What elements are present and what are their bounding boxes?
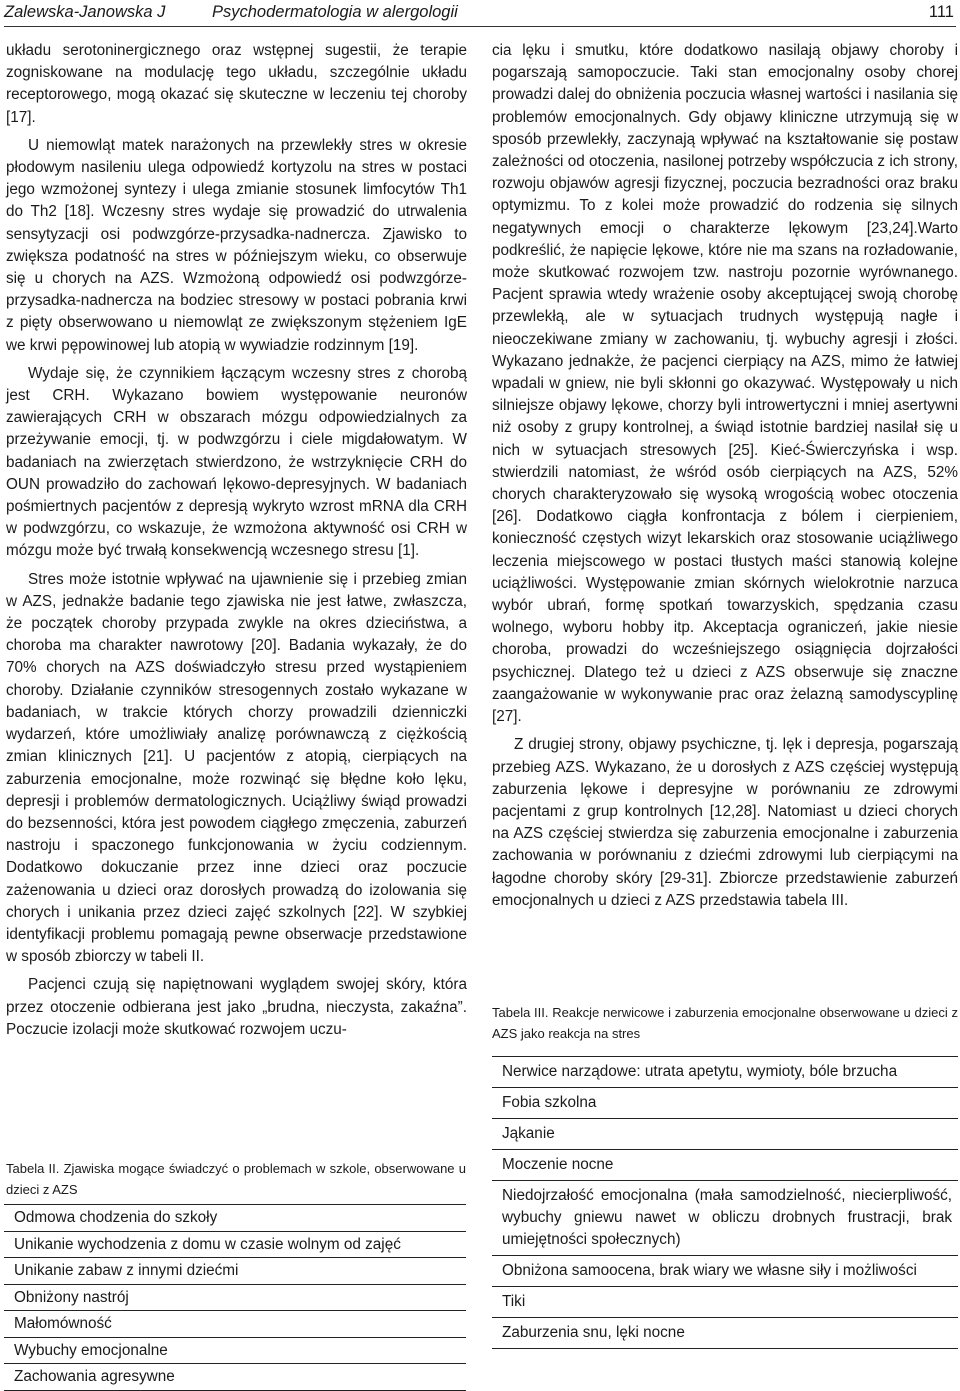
paragraph: U niemowląt matek narażonych na przewlekły stres w okresie płodowym nasileniu ulega odpowiedź kortyzolu na stres w postaci jego wzmożonej syntezy i ulega zmianie stosunek limfocytów Th1 do Th2 [18]. Wczesny stres wydaje się prowadzić do utrwalenia sensytyzacji osi podwzgórze-przysadka-nadnercza. Zjawisko to zwiększa podatność na stres w późniejszym wieku, co obserwuje się u chorych na AZS. Wzmożoną odpowiedź osi podwzgórze-przysadka-nadnercza na bodziec stresowy w postaci pobrania krwi z pięty obserwowano u niemowląt ze zwiększonym stężeniem IgE we krwi pępowinowej lub atopią w wywiadzie rodzinnym [19]. bbox=[6, 136, 467, 354]
table-cell: Tiki bbox=[492, 1287, 958, 1318]
table-cell: Nerwice narządowe: utrata apetytu, wymioty, bóle brzucha bbox=[492, 1057, 958, 1088]
table-row bbox=[492, 1119, 958, 1150]
header-article-title: Psychodermatologia w alergologii bbox=[212, 3, 458, 21]
table-row bbox=[4, 1311, 466, 1338]
running-header bbox=[4, 0, 956, 27]
header-authors: Zalewska-Janowska J bbox=[4, 3, 166, 21]
table-cell: Niedojrzałość emocjonalna (mała samodzielność, niecierpliwość, wybuchy gniewu nawet w obliczu drobnych frustracji, brak umiejętności społecznych) bbox=[492, 1181, 958, 1256]
table-row bbox=[4, 1364, 466, 1391]
paragraph: Stres może istotnie wpływać na ujawnienie się i przebieg zmian w AZS, jednakże badanie tego zjawiska nie jest łatwe, zwłaszcza, że początek choroby przypada zwykle na okres dzieciństwa, a choroba ma charakter nawrotowy [20]. Badania wykazały, że do 70% chorych na AZS doświadczyło stresu przed wystąpieniem choroby. Działanie czynników stresogennych zostało wykazane w badaniach, w trakcie których chorzy prowadzili dzienniczki wydarzeń, które umożliwiały analizę porównawczą z ciężkością zmian klinicznych [21]. U pacjentów z atopią, cierpiących na zaburzenia emocjonalne, może rozwinąć się błędne koło lęku, depresji i problemów dermatologicznych. Uciążliwy świąd prowadzi do bezsenności, która jest powodem ciągłego zmęczenia, zaburzeń nastroju i spaczonego funkcjonowania w życiu codziennym. Dodatkowo dokuczanie przez inne dzieci oraz poczucie zażenowania u dzieci oraz dorosłych prowadzą do izolowania się chorych i unikania przez dzieci zajęć szkolnych [22]. W szybkiej identyfikacji problemu pomagają pewne obserwacje przedstawione w sposób zbiorczy w tabeli II. bbox=[6, 570, 467, 966]
table-3-caption: Tabela III. Reakcje nerwicowe i zaburzenia emocjonalne obserwowane u dzieci z AZS jako reakcja na stres bbox=[492, 1005, 958, 1041]
paragraph: Wydaje się, że czynnikiem łączącym wczesny stres z chorobą jest CRH. Wykazano bowiem występowanie neuronów zawierających CRH w obszarach mózgu odpowiedzialnych za przeżywanie emocji, tj. w podwzgórzu i ciele migdałowatym. W badaniach na zwierzętach stwierdzono, że wstrzyknięcie CRH do OUN prowadziło do zachowań lękowo-depresyjnych. W badaniach pośmiertnych pacjentów z depresją wykryto wzrost mRNA dla CRH w podwzgórzu, co wskazuje, że wzmożona aktywność osi CRH w mózgu może być trwałą konsekwencją wczesnego stresu [1]. bbox=[6, 364, 467, 560]
table-cell: Małomówność bbox=[4, 1311, 466, 1338]
paragraph: układu serotoninergicznego oraz wstępnej sugestii, że terapie zogniskowane na modulację tego układu, szczególnie układu receptorowego, mogą okazać się skuteczne w leczeniu tej choroby [17]. bbox=[6, 42, 467, 126]
table-row bbox=[4, 1231, 466, 1258]
table-row bbox=[492, 1287, 958, 1318]
table-cell: Zachowania agresywne bbox=[4, 1364, 466, 1391]
table-row bbox=[4, 1258, 466, 1285]
table-row bbox=[492, 1318, 958, 1349]
table-row bbox=[492, 1150, 958, 1181]
paragraph: Z drugiej strony, objawy psychiczne, tj. lęk i depresja, pogarszają przebieg AZS. Wykazano, że u dorosłych z AZS częściej występują zaburzenia lękowe i depresyjne w porównaniu ze zdrowymi pacjentami z grup kontrolnych [12,28]. Natomiast u dzieci chorych na AZS częściej stwierdza się zaburzenia emocjonalne i zaburzenia zachowania w porównaniu z dziećmi zdrowymi lub cierpiącymi na łagodne choroby skóry [29-31]. Zbiorcze przedstawienie zaburzeń emocjonalnych u dzieci z AZS przedstawia tabela III. bbox=[492, 736, 958, 909]
table-3 bbox=[492, 1056, 958, 1349]
page-number: 111 bbox=[928, 3, 954, 21]
paragraph: cia lęku i smutku, które dodatkowo nasilają objawy choroby i pogarszają samopoczucie. Taki stan emocjonalny osoby chorej prowadzi dalej do obniżenia poczucia własnej wartości i nasilania się problemów emocjonalnych. Gdy objawy kliniczne utrzymują się w sposób przewlekły, zaczynają wpływać na kształtowanie się postaw zależności od otoczenia, nasilonej potrzeby współczucia z ich strony, rozwoju objawów agresji fizycznej, poczucia bezradności oraz braku optymizmu. To z kolei może prowadzić do rodzenia się silnych negatywnych emocji o charakterze lękowym [23,24].Warto podkreślić, że napięcie lękowe, które nie ma szans na rozładowanie, może skutkować rozwojem tzw. nastroju pozornie wyrównanego. Pacjent sprawia wtedy wrażenie osoby akceptującej swoją chorobę przewlekłą, ale w sytuacjach trudnych występują nagłe i nieoczekiwane zmiany w zachowaniu, tj. wybuchy agresji i złości. Wykazano jednakże, że pacjenci cierpiący na AZS, mimo że łatwiej wpadali w gniew, nie byli skłonni go okazywać. Występowały u nich silniejsze objawy lękowe, chorzy byli introwertyczni i mniej asertywni niż osoby z grupy kontrolnej, a świąd istotnie bardziej nasilał się u nich w sytuacjach stresowych [25]. Kieć-Świerczyńska i wsp. stwierdzili natomiast, że wśród osób cierpiących na AZS, 52% chorych charakteryzowało się wysoką wrogością wobec otoczenia [26]. Dodatkowo ciągła konfrontacja z bólem i cierpieniem, konieczność częstych wizyt lekarskich oraz stosowanie uciążliwego leczenia miejscowego w postaci tłustych maści stanowią kolejne uciążliwości. Występowanie zmian skórnych wielokrotnie narzuca wybór ubrań, formę spotkań towarzyskich, spędzania czasu wolnego, wyboru hobby itp. Akceptacja ograniczeń, jakie niesie choroba, prowadzi do wcześniejszego osiągnięcia dojrzałości psychicznej. Dlatego też u dzieci z AZS obserwuje się znaczne zaangażowanie w wykonywanie prac oraz żelazną samodyscyplinę [27]. bbox=[492, 42, 958, 726]
table-row bbox=[492, 1088, 958, 1119]
table-cell: Moczenie nocne bbox=[492, 1150, 958, 1181]
table-cell: Jąkanie bbox=[492, 1119, 958, 1150]
table-row bbox=[492, 1181, 958, 1256]
table-cell: Obniżona samoocena, brak wiary we własne siły i możliwości bbox=[492, 1256, 958, 1287]
table-cell: Fobia szkolna bbox=[492, 1088, 958, 1119]
table-cell: Wybuchy emocjonalne bbox=[4, 1337, 466, 1364]
right-column bbox=[492, 40, 958, 918]
table-row bbox=[492, 1057, 958, 1088]
table-cell: Odmowa chodzenia do szkoły bbox=[4, 1205, 466, 1232]
table-row bbox=[4, 1205, 466, 1232]
left-column bbox=[6, 40, 467, 1047]
table-row bbox=[492, 1256, 958, 1287]
table-2-caption: Tabela II. Zjawiska mogące świadczyć o problemach w szkole, obserwowane u dzieci z AZS bbox=[6, 1161, 466, 1197]
table-cell: Zaburzenia snu, lęki nocne bbox=[492, 1318, 958, 1349]
table-cell: Obniżony nastrój bbox=[4, 1284, 466, 1311]
table-2 bbox=[4, 1204, 466, 1391]
table-row bbox=[4, 1337, 466, 1364]
table-cell: Unikanie wychodzenia z domu w czasie wolnym od zajęć bbox=[4, 1231, 466, 1258]
table-row bbox=[4, 1284, 466, 1311]
paragraph: Pacjenci czują się napiętnowani wyglądem swojej skóry, która przez otoczenie odbierana jest jako „brudna, nieczysta, zakaźna”. Poczucie izolacji może skutkować rozwojem uczu- bbox=[6, 976, 467, 1038]
table-cell: Unikanie zabaw z innymi dziećmi bbox=[4, 1258, 466, 1285]
